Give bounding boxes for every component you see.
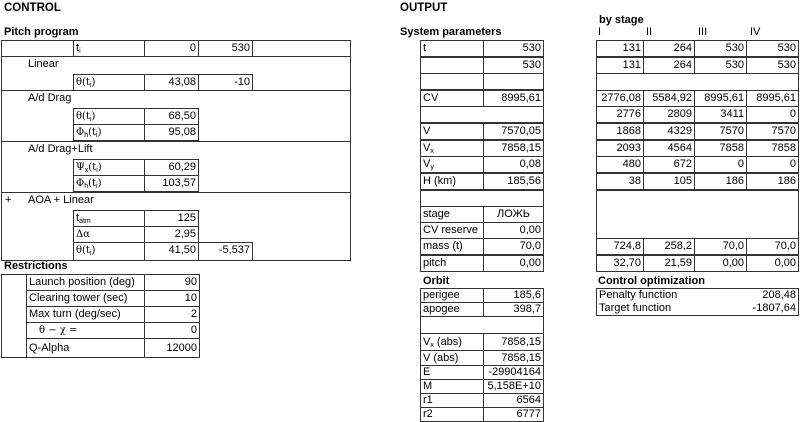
system-param-value: ЛОЖЬ — [483, 206, 544, 223]
system-param-label — [420, 156, 484, 173]
psi-symbol: Ψ — [76, 162, 85, 173]
system-param-label — [420, 57, 484, 74]
control-optimization-title: Control optimization — [598, 275, 705, 287]
subscript: atm — [79, 218, 91, 225]
stage-value: 7570 — [746, 123, 799, 140]
orbit-value: 6564 — [483, 393, 544, 408]
restriction-label: θ − χ = — [26, 322, 145, 339]
system-param-label — [420, 40, 484, 57]
ti-symbol: t — [76, 42, 80, 54]
stage-value: 70,0 — [694, 238, 747, 255]
system-param-label — [420, 238, 484, 255]
orbit-blank-row — [420, 316, 544, 334]
label-text: E — [423, 366, 431, 378]
subscript: i — [89, 82, 92, 89]
paren: ) — [91, 245, 96, 256]
stage-value: 480 — [596, 156, 644, 173]
orbit-label — [420, 407, 484, 422]
target-function-label: Target function — [599, 302, 672, 314]
stage-value: 0,00 — [694, 255, 747, 272]
control-optimization-table — [596, 288, 799, 316]
ad-drag-theta-value[interactable]: 68,50 — [144, 108, 199, 125]
linear-theta-value-1[interactable]: 43,08 — [144, 74, 199, 91]
label-suffix: (abs) — [433, 336, 462, 348]
stage-value: 131 — [596, 57, 644, 74]
ad-drag-lift-label: A/d Drag+Lift — [28, 143, 93, 155]
paren: (t — [88, 162, 97, 173]
label-text: stage — [423, 208, 450, 220]
system-param-value: 185,56 — [483, 173, 544, 190]
pitch-program-title: Pitch program — [4, 26, 79, 38]
control-title: CONTROL — [4, 2, 61, 14]
orbit-label — [420, 333, 484, 351]
stage-header: II — [646, 26, 653, 38]
stage-value: 1868 — [596, 123, 644, 140]
tatm-value[interactable]: 125 — [144, 210, 199, 227]
stage-header: I — [598, 26, 602, 38]
orbit-label — [420, 288, 484, 303]
system-param-label — [420, 222, 484, 239]
phi-symbol: Φ — [76, 127, 85, 138]
orbit-value: 7858,15 — [483, 350, 544, 366]
stage-value: 5584,92 — [643, 90, 695, 107]
t-symbol: t — [76, 212, 80, 224]
stage-value: 2809 — [643, 106, 695, 123]
ti-value-2[interactable]: 530 — [198, 40, 253, 57]
ti-blank-cell — [1, 40, 74, 57]
stage-value: 530 — [694, 57, 747, 74]
label-text: perigee — [423, 289, 460, 301]
system-param-label — [420, 173, 484, 190]
stage-blank-row — [596, 73, 799, 91]
orbit-label — [420, 350, 484, 366]
orbit-value: 185,6 — [483, 288, 544, 303]
system-param-label — [420, 90, 484, 107]
stage-value: 4329 — [643, 123, 695, 140]
stage-value: 0 — [694, 156, 747, 173]
stage-value: 3411 — [694, 106, 747, 123]
label-text: mass (t) — [423, 240, 463, 252]
label-text: t — [423, 42, 427, 54]
paren: ) — [91, 77, 96, 88]
stage-value: 70,0 — [746, 238, 799, 255]
aoa-theta-value-1[interactable]: 41,50 — [144, 242, 199, 261]
restriction-value[interactable]: 12000 — [144, 338, 200, 358]
stage-value: 7858 — [694, 140, 747, 157]
subscript: x — [84, 167, 89, 174]
by-stage-title: by stage — [599, 14, 644, 26]
output-title: OUTPUT — [400, 2, 448, 14]
penalty-function-value: 208,48 — [762, 289, 796, 301]
stage-value: 186 — [694, 173, 747, 190]
paren: (t — [88, 178, 97, 189]
orbit-value: -29904164 — [483, 365, 544, 380]
ad-drag-lift-psi-label — [73, 159, 145, 176]
stage-value: 2776,08 — [596, 90, 644, 107]
system-param-label — [420, 255, 484, 272]
stage-header: IV — [750, 26, 761, 38]
ad-drag-phi-label — [73, 124, 145, 141]
orbit-value: 5,158E+10 — [483, 379, 544, 394]
label-text: apogee — [423, 303, 460, 315]
label-text: CV reserve — [423, 224, 479, 236]
ti-value-1[interactable]: 0 — [144, 40, 199, 57]
restriction-value[interactable]: 0 — [144, 322, 200, 339]
system-param-label — [420, 123, 484, 140]
subscript: i — [96, 167, 98, 174]
label-text: V — [423, 158, 431, 170]
ad-drag-lift-phi-value[interactable]: 103,57 — [144, 175, 199, 192]
stage-value: 131 — [596, 40, 644, 57]
dalpha-label — [73, 226, 145, 243]
stage-value: 264 — [643, 57, 695, 74]
stage-value: 258,2 — [643, 238, 695, 255]
subscript: h — [84, 132, 89, 139]
system-blank-row — [420, 106, 544, 123]
orbit-value: 7858,15 — [483, 333, 544, 351]
theta-symbol: θ(t — [76, 111, 90, 122]
label-text: V — [423, 336, 431, 348]
stage-value: 32,70 — [596, 255, 644, 272]
system-blank-row — [420, 190, 544, 207]
label-text: CV — [423, 92, 439, 104]
delta-alpha-symbol: Δα — [76, 229, 90, 240]
paren: ) — [97, 127, 102, 138]
subscript: h — [84, 183, 89, 190]
system-param-label — [420, 206, 484, 223]
subscript: i — [89, 250, 92, 257]
restriction-label: Q-Alpha — [26, 338, 145, 358]
label-text: r2 — [423, 408, 433, 420]
orbit-value: 398,7 — [483, 302, 544, 317]
restriction-value[interactable]: 2 — [144, 306, 200, 323]
aoa-linear-marker[interactable]: + — [5, 194, 12, 206]
system-param-value: 530 — [483, 40, 544, 57]
restrictions-left-blank — [1, 274, 27, 358]
system-param-value: 0,00 — [483, 255, 544, 272]
stage-value: 38 — [596, 173, 644, 190]
label-text: H (km) — [423, 175, 456, 187]
aoa-linear-label: AOA + Linear — [28, 194, 94, 206]
orbit-label — [420, 302, 484, 317]
system-param-value: 70,0 — [483, 238, 544, 255]
stage-header: III — [698, 26, 708, 38]
stage-value: 0,00 — [746, 255, 799, 272]
stage-value: 8995,61 — [746, 90, 799, 107]
label-text: pitch — [423, 257, 447, 269]
label-text: M — [423, 380, 433, 392]
label-text: V — [423, 142, 431, 154]
linear-theta-label — [73, 74, 145, 91]
restriction-label: Clearing tower (sec) — [26, 290, 145, 307]
paren: ) — [97, 162, 102, 173]
system-param-value: 0,00 — [483, 222, 544, 239]
restriction-value[interactable]: 10 — [144, 290, 200, 307]
ad-drag-lift-psi-value[interactable]: 60,29 — [144, 159, 199, 176]
label-text: V — [423, 125, 431, 137]
stage-value: 0 — [746, 106, 799, 123]
stage-value: 7570 — [694, 123, 747, 140]
stage-value: 21,59 — [643, 255, 695, 272]
system-param-value: 8995,61 — [483, 90, 544, 107]
orbit-title: Orbit — [423, 275, 450, 287]
orbit-label — [420, 365, 484, 380]
orbit-value: 6777 — [483, 407, 544, 422]
stage-value: 8995,61 — [694, 90, 747, 107]
system-param-value: 530 — [483, 57, 544, 74]
ad-drag-phi-value[interactable]: 95,08 — [144, 124, 199, 141]
label-text: V (abs) — [423, 352, 459, 364]
label-subscript: y — [430, 164, 434, 171]
system-label-cell — [420, 73, 484, 90]
stage-value: 2093 — [596, 140, 644, 157]
dalpha-value[interactable]: 2,95 — [144, 226, 199, 243]
restriction-value[interactable]: 90 — [144, 274, 200, 291]
stage-value: 186 — [746, 173, 799, 190]
target-function-value: -1807,64 — [752, 302, 796, 314]
system-param-value: 7858,15 — [483, 140, 544, 157]
paren: (t — [88, 127, 97, 138]
aoa-theta-label — [73, 242, 145, 261]
stage-value: 4564 — [643, 140, 695, 157]
system-param-value: 7570,05 — [483, 123, 544, 140]
linear-theta-value-2[interactable]: -10 — [198, 74, 253, 91]
stage-value: 0 — [746, 156, 799, 173]
label-subscript: x — [430, 148, 434, 155]
stage-value: 7858 — [746, 140, 799, 157]
stage-value: 530 — [746, 40, 799, 57]
ad-drag-lift-phi-label — [73, 175, 145, 192]
ti-label — [73, 40, 145, 57]
phi-symbol: Φ — [76, 178, 85, 189]
label-text: r1 — [423, 394, 433, 406]
system-param-value: 0,08 — [483, 156, 544, 173]
stage-value: 530 — [746, 57, 799, 74]
restrictions-title: Restrictions — [4, 260, 68, 272]
theta-symbol: θ(t — [76, 245, 90, 256]
restriction-label: Max turn (deg/sec) — [26, 306, 145, 323]
subscript: i — [96, 183, 98, 190]
ad-drag-theta-label — [73, 108, 145, 125]
stage-value: 724,8 — [596, 238, 644, 255]
restriction-label: Launch position (deg) — [26, 274, 145, 291]
system-param-label — [420, 140, 484, 157]
tatm-label — [73, 210, 145, 227]
subscript: i — [89, 116, 92, 123]
paren: ) — [91, 111, 96, 122]
paren: ) — [97, 178, 102, 189]
orbit-label — [420, 393, 484, 408]
system-parameters-title: System parameters — [400, 26, 502, 38]
label-subscript: x — [430, 342, 434, 349]
aoa-theta-value-2[interactable]: -5,537 — [198, 242, 253, 261]
ti-subscript: i — [79, 48, 81, 55]
orbit-label — [420, 379, 484, 394]
stage-blank-block — [596, 190, 799, 239]
stage-value: 105 — [643, 173, 695, 190]
ad-drag-label: A/d Drag — [28, 92, 72, 104]
stage-value: 264 — [643, 40, 695, 57]
subscript: i — [96, 132, 98, 139]
stage-value: 672 — [643, 156, 695, 173]
linear-label: Linear — [28, 58, 59, 70]
theta-symbol: θ(t — [76, 77, 90, 88]
stage-value: 2776 — [596, 106, 644, 123]
penalty-function-label: Penalty function — [599, 289, 678, 301]
stage-value: 530 — [694, 40, 747, 57]
